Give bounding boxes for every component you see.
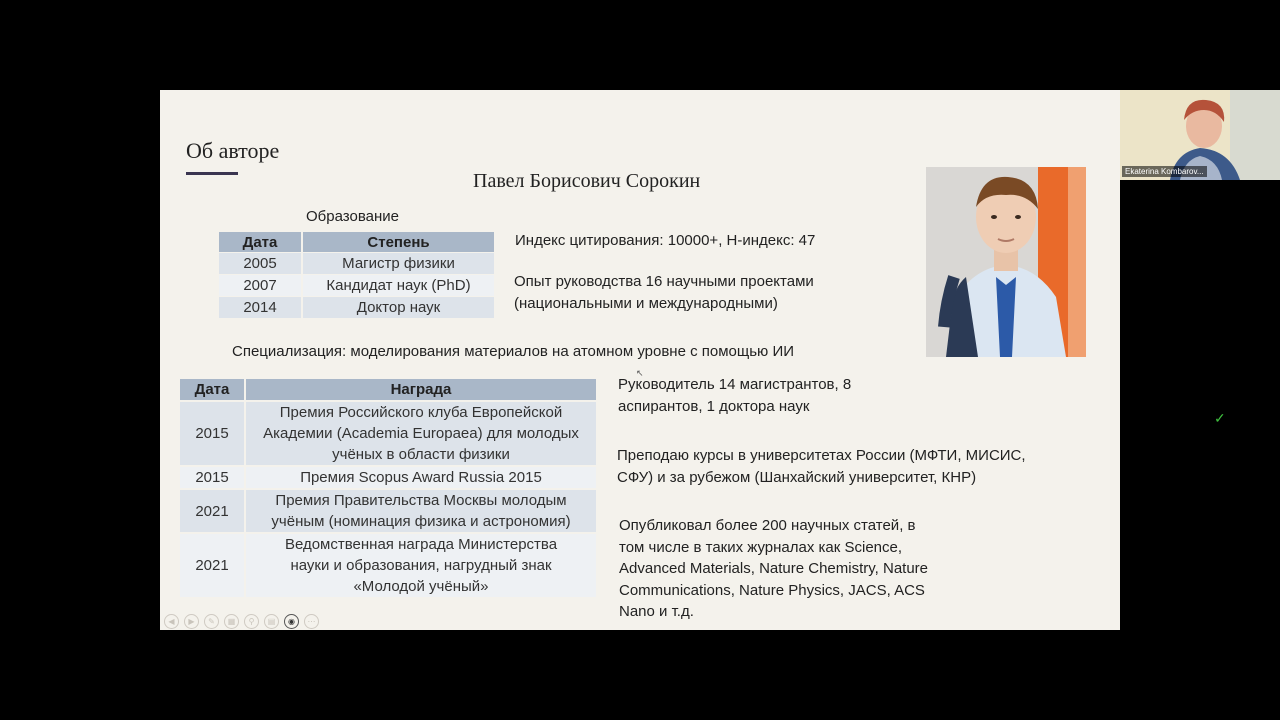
projects-line: Опыт руководства 16 научными проектами bbox=[514, 273, 814, 290]
award-name bbox=[246, 490, 598, 534]
mouse-pointer-icon: ↖ bbox=[636, 368, 644, 378]
participant-name: Ekaterina Kombarov... bbox=[1122, 166, 1207, 177]
pen-icon[interactable]: ✎ bbox=[204, 614, 219, 629]
camera-icon[interactable]: ◉ bbox=[284, 614, 299, 629]
table-row bbox=[219, 275, 496, 297]
teaching-line: Преподаю курсы в университетах России (МФТИ, МИСИС, bbox=[617, 447, 1026, 464]
subtitles-icon[interactable]: ▤ bbox=[264, 614, 279, 629]
teaching-text bbox=[617, 445, 1026, 489]
table-row bbox=[180, 402, 598, 467]
education-date: 2005 bbox=[219, 253, 303, 275]
publications-line: том числе в таких журналах как Science, bbox=[619, 538, 903, 556]
award-date: 2021 bbox=[180, 490, 246, 534]
title-underline bbox=[186, 172, 238, 175]
table-row bbox=[180, 467, 598, 490]
supervisor-line: аспирантов, 1 доктора наук bbox=[618, 398, 810, 415]
education-date: 2014 bbox=[219, 297, 303, 319]
education-header-date: Дата bbox=[219, 232, 303, 253]
education-label: Образование bbox=[306, 208, 399, 225]
projects-text bbox=[514, 271, 814, 315]
award-line: науки и образования, нагрудный знак bbox=[290, 557, 552, 574]
slideshow-toolbar bbox=[164, 614, 319, 629]
author-photo bbox=[926, 167, 1086, 357]
projects-line: (национальными и международными) bbox=[514, 295, 778, 312]
award-line: Академии (Academia Europaea) для молодых bbox=[263, 425, 579, 442]
author-name: Павел Борисович Сорокин bbox=[473, 170, 701, 192]
specialization-text: Специализация: моделирования материалов на атомном уровне с помощью ИИ bbox=[232, 343, 795, 360]
supervisor-line: Руководитель 14 магистрантов, 8 bbox=[618, 376, 852, 393]
education-table bbox=[219, 232, 496, 319]
award-date: 2015 bbox=[180, 467, 246, 490]
education-degree: Кандидат наук (PhD) bbox=[303, 275, 496, 297]
zoom-icon[interactable]: ⚲ bbox=[244, 614, 259, 629]
publications-line: Опубликовал более 200 научных статей, в bbox=[619, 517, 916, 534]
prev-icon[interactable]: ◀ bbox=[164, 614, 179, 629]
award-date: 2015 bbox=[180, 402, 246, 467]
awards-table bbox=[180, 379, 598, 599]
slide-title: Об авторе bbox=[186, 138, 280, 163]
award-line: Премия Российского клуба Европейской bbox=[279, 404, 563, 421]
award-line: учёным (номинация физика и астрономия) bbox=[271, 513, 571, 530]
award-line: учёных в области физики bbox=[332, 446, 510, 463]
next-icon[interactable]: ▶ bbox=[184, 614, 199, 629]
table-row bbox=[219, 297, 496, 319]
award-line: «Молодой учёный» bbox=[353, 578, 489, 595]
education-date: 2007 bbox=[219, 275, 303, 297]
checkmark-icon: ✓ bbox=[1214, 410, 1226, 426]
publications-line: Communications, Nature Physics, JACS, ACS bbox=[619, 581, 925, 599]
teaching-line: СФУ) и за рубежом (Шанхайский университет, КНР) bbox=[617, 469, 977, 486]
publications-line: Nano и т.д. bbox=[619, 603, 694, 621]
education-degree: Магистр физики bbox=[303, 253, 496, 275]
education-header-degree: Степень bbox=[303, 232, 496, 253]
awards-header-award: Награда bbox=[246, 379, 598, 402]
award-line: Премия Scopus Award Russia 2015 bbox=[300, 469, 542, 486]
education-degree: Доктор наук bbox=[303, 297, 496, 319]
presentation-slide bbox=[160, 90, 1120, 630]
award-date: 2021 bbox=[180, 534, 246, 599]
citation-index: Индекс цитирования: 10000+, Н-индекс: 47 bbox=[515, 232, 816, 249]
publications-line: Advanced Materials, Nature Chemistry, Nature bbox=[619, 560, 929, 578]
award-name bbox=[246, 467, 598, 490]
publications-text bbox=[619, 515, 928, 623]
table-row bbox=[180, 534, 598, 599]
award-name bbox=[246, 402, 598, 467]
more-icon[interactable]: ⋯ bbox=[304, 614, 319, 629]
slides-icon[interactable]: ▦ bbox=[224, 614, 239, 629]
award-name bbox=[246, 534, 598, 599]
participant-video[interactable] bbox=[1120, 90, 1280, 180]
award-line: Премия Правительства Москвы молодым bbox=[275, 492, 567, 509]
awards-header-date: Дата bbox=[180, 379, 246, 402]
table-row bbox=[180, 490, 598, 534]
table-row bbox=[219, 253, 496, 275]
award-line: Ведомственная награда Министерства bbox=[284, 536, 558, 553]
supervisor-text bbox=[618, 374, 851, 418]
